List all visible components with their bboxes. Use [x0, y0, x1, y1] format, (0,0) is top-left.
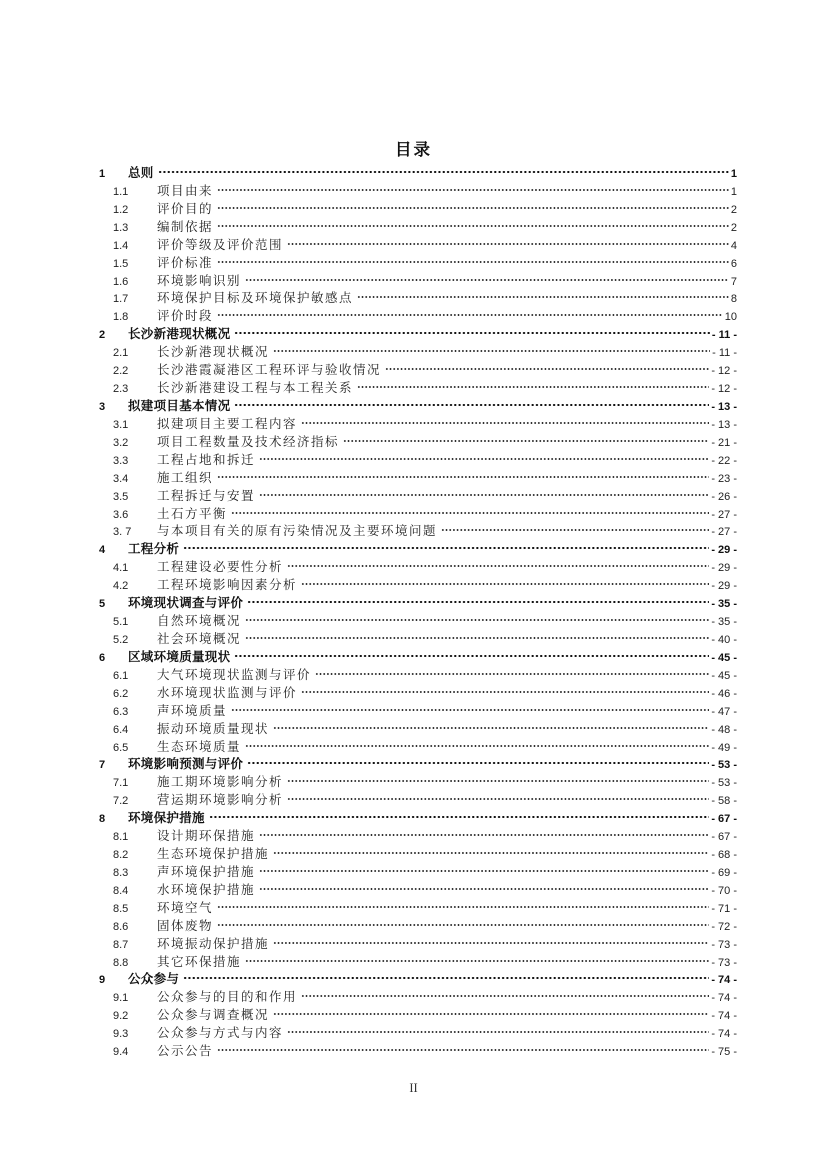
- toc-subentry[interactable]: [99, 683, 737, 701]
- toc-subentry[interactable]: [99, 521, 737, 539]
- toc-subentry[interactable]: [99, 271, 737, 289]
- toc-entry-page: - 68 -: [711, 849, 737, 862]
- toc-entry-title: 声环境质量: [157, 703, 228, 718]
- toc-entry-title: 工程建设必要性分析: [157, 560, 284, 575]
- dot-leader: [301, 579, 709, 589]
- toc-entry-number: 6.4: [113, 723, 129, 736]
- dot-leader: [287, 776, 709, 786]
- toc-entry-page: - 35 -: [711, 616, 737, 629]
- toc-entry-title: 长沙新港现状概况: [157, 345, 270, 360]
- dot-leader: [183, 973, 709, 983]
- toc-entry-number: 5.2: [113, 633, 129, 646]
- toc-subentry[interactable]: [99, 378, 737, 396]
- toc-entry-page: - 29 -: [711, 544, 737, 557]
- dot-leader: [441, 525, 709, 535]
- toc-entry-number: 8.1: [113, 831, 129, 844]
- toc-heading: 目录: [395, 141, 432, 159]
- toc-entry-page: - 72 -: [711, 920, 737, 933]
- toc-entry-page: - 74 -: [711, 1028, 737, 1041]
- toc-subentry[interactable]: [99, 486, 737, 504]
- dot-leader: [217, 920, 709, 930]
- toc-entry-page: - 53 -: [711, 759, 737, 772]
- dot-leader: [247, 758, 709, 768]
- dot-leader: [259, 490, 709, 500]
- toc-entry-number: 1.4: [113, 239, 129, 252]
- toc-subentry[interactable]: [99, 719, 737, 737]
- toc-entry-number: 3.3: [113, 454, 129, 467]
- toc-entry-title: 土石方平衡: [157, 506, 228, 521]
- toc-entry-number: 8: [99, 813, 106, 826]
- toc-subentry[interactable]: [99, 1041, 737, 1059]
- toc-entry-title: 总则: [128, 166, 154, 180]
- toc-entry-title: 工程拆迁与安置: [157, 488, 256, 503]
- toc-entry-number: 4.1: [113, 562, 129, 575]
- toc-entry-number: 6: [99, 651, 106, 664]
- toc-section-entry[interactable]: [99, 754, 737, 772]
- dot-leader: [217, 257, 729, 267]
- toc-entry-number: 7.1: [113, 777, 129, 790]
- dot-leader: [357, 292, 729, 302]
- toc-entry-title: 设计期环保措施: [157, 829, 256, 844]
- toc-entry-number: 4.2: [113, 580, 129, 593]
- toc-subentry[interactable]: [99, 916, 737, 934]
- toc-entry-number: 5.1: [113, 616, 129, 629]
- toc-entry-page: 1: [730, 168, 737, 180]
- toc-entry-title: 工程环境影响因素分析: [157, 578, 298, 593]
- toc-entry-page: 2: [730, 221, 737, 234]
- toc-entry-number: 8.8: [113, 956, 129, 969]
- toc-entry-title: 公示公告: [157, 1044, 214, 1059]
- toc-entry-number: 8.3: [113, 866, 129, 879]
- toc-subentry[interactable]: [99, 987, 737, 1005]
- toc-entry-title: 社会环境概况: [157, 631, 242, 646]
- toc-subentry[interactable]: [99, 414, 737, 432]
- toc-subentry[interactable]: [99, 504, 737, 522]
- toc-entry-number: 9.4: [113, 1046, 129, 1059]
- toc-entry-number: 8.4: [113, 884, 129, 897]
- toc-entry-page: - 46 -: [711, 687, 737, 700]
- toc-entry-title: 环境现状调查与评价: [128, 596, 244, 611]
- toc-entry-page: - 53 -: [711, 777, 737, 790]
- toc-entry-title: 其它环保措施: [157, 954, 242, 969]
- toc-entry-title: 长沙新港建设工程与本工程关系: [157, 381, 354, 396]
- toc-entry-page: - 48 -: [711, 723, 737, 736]
- toc-entry-page: 4: [730, 239, 737, 252]
- toc-subentry[interactable]: [99, 360, 737, 378]
- toc-subentry[interactable]: [99, 342, 737, 360]
- toc-entry-title: 环境振动保护措施: [157, 936, 270, 951]
- toc-entry-number: 6.1: [113, 669, 129, 682]
- toc-entry-page: 7: [730, 275, 737, 288]
- toc-entry-title: 评价标准: [157, 255, 214, 270]
- toc-entry-title: 生态环境质量: [157, 739, 242, 754]
- toc-entry-number: 9: [99, 974, 106, 987]
- toc-entry-title: 声环境保护措施: [157, 864, 256, 879]
- toc-entry-page: - 29 -: [711, 562, 737, 575]
- toc-entry-title: 长沙港霞凝港区工程环评与验收情况: [157, 363, 382, 378]
- toc-entry-page: - 69 -: [711, 866, 737, 879]
- toc-section-entry[interactable]: [99, 593, 737, 611]
- dot-leader: [273, 723, 709, 733]
- toc-entry-title: 公众参与调查概况: [157, 1008, 270, 1023]
- toc-subentry[interactable]: [99, 253, 737, 271]
- toc-entry-title: 评价目的: [157, 201, 214, 216]
- dot-leader: [245, 633, 709, 643]
- toc-entry-number: 3.2: [113, 436, 129, 449]
- toc-entry-title: 公众参与方式与内容: [157, 1026, 284, 1041]
- toc-entry-title: 生态环境保护措施: [157, 847, 270, 862]
- toc-entry-title: 与本项目有关的原有污染情况及主要环境问题: [157, 524, 438, 539]
- toc-entry-number: 8.5: [113, 902, 129, 915]
- toc-entry-page: - 47 -: [711, 705, 737, 718]
- toc-entry-title: 自然环境概况: [157, 614, 242, 629]
- toc-entry-page: - 67 -: [711, 831, 737, 844]
- toc-section-entry[interactable]: [99, 539, 737, 557]
- toc-entry-page: - 70 -: [711, 884, 737, 897]
- toc-entry-number: 1.7: [113, 293, 129, 306]
- toc-entry-number: 2.3: [113, 383, 129, 396]
- toc-entry-title: 工程分析: [128, 542, 180, 557]
- toc-subentry[interactable]: [99, 611, 737, 629]
- toc-entry-number: 3.1: [113, 418, 129, 431]
- toc-subentry[interactable]: [99, 1023, 737, 1041]
- toc-entry-page: 2: [730, 203, 737, 216]
- toc-entry-title: 环境空气: [157, 900, 214, 915]
- toc-subentry[interactable]: [99, 629, 737, 647]
- toc-subentry[interactable]: [99, 826, 737, 844]
- toc-subentry[interactable]: [99, 790, 737, 808]
- toc-subentry[interactable]: [99, 772, 737, 790]
- toc-entry-number: 3. 7: [113, 526, 132, 539]
- footer-page-number: II: [409, 1081, 418, 1095]
- dot-leader: [217, 902, 709, 912]
- toc-entry-page: - 12 -: [711, 383, 737, 396]
- toc-entry-title: 评价时段: [157, 309, 214, 324]
- toc-entry-title: 振动环境质量现状: [157, 721, 270, 736]
- dot-leader: [231, 508, 709, 518]
- toc-section-entry[interactable]: [99, 647, 737, 665]
- toc-entry-page: 10: [724, 311, 737, 324]
- dot-leader: [287, 1027, 709, 1037]
- toc-subentry[interactable]: [99, 701, 737, 719]
- toc-subentry[interactable]: [99, 934, 737, 952]
- toc-entry-number: 2: [99, 329, 106, 342]
- toc-entry-title: 长沙新港现状概况: [128, 327, 231, 342]
- toc-entry-page: 6: [730, 257, 737, 270]
- dot-leader: [259, 454, 709, 464]
- dot-leader: [217, 185, 729, 195]
- toc-entry-page: 8: [730, 293, 737, 306]
- dot-leader: [234, 400, 709, 410]
- toc-entry-title: 拟建项目主要工程内容: [157, 416, 298, 431]
- toc-entry-title: 环境保护目标及环境保护敏感点: [157, 291, 354, 306]
- dot-leader: [245, 741, 709, 751]
- toc-entry-page: - 58 -: [711, 795, 737, 808]
- dot-leader: [259, 884, 709, 894]
- toc-section-entry[interactable]: [99, 969, 737, 987]
- dot-leader: [273, 848, 709, 858]
- toc-entry-number: 2.2: [113, 365, 129, 378]
- dot-leader: [217, 310, 723, 320]
- toc-subentry[interactable]: [99, 468, 737, 486]
- toc-subentry[interactable]: [99, 665, 737, 683]
- dot-leader: [273, 1009, 709, 1019]
- dot-leader: [287, 561, 709, 571]
- toc-entry-page: - 67 -: [711, 813, 737, 826]
- dot-leader: [245, 615, 709, 625]
- dot-leader: [234, 328, 710, 338]
- toc-subentry[interactable]: [99, 575, 737, 593]
- toc-entry-page: - 35 -: [711, 598, 737, 611]
- toc-subentry[interactable]: [99, 288, 737, 306]
- dot-leader: [357, 382, 709, 392]
- toc-entry-title: 评价等级及评价范围: [157, 237, 284, 252]
- toc-entry-title: 项目工程数量及技术经济指标: [157, 434, 340, 449]
- toc-entry-number: 3.4: [113, 472, 129, 485]
- dot-leader: [273, 346, 710, 356]
- toc-entry-number: 3.5: [113, 490, 129, 503]
- toc-entry-page: - 73 -: [711, 938, 737, 951]
- dot-leader: [301, 418, 709, 428]
- dot-leader: [343, 436, 709, 446]
- toc-entry-page: - 13 -: [711, 400, 737, 413]
- toc-entry-page: - 74 -: [711, 1010, 737, 1023]
- dot-leader: [158, 167, 729, 177]
- toc-entry-page: 1: [730, 185, 737, 198]
- toc-entry-number: 7: [99, 759, 106, 772]
- dot-leader: [247, 597, 709, 607]
- dot-leader: [301, 991, 709, 1001]
- toc-entry-number: 3.6: [113, 508, 129, 521]
- toc-entry-title: 营运期环境影响分析: [157, 793, 284, 808]
- toc-entry-title: 施工组织: [157, 470, 214, 485]
- toc-entry-title: 公众参与: [128, 972, 180, 987]
- toc-subentry[interactable]: [99, 880, 737, 898]
- dot-leader: [217, 472, 709, 482]
- dot-leader: [217, 221, 729, 231]
- dot-leader: [209, 812, 710, 822]
- toc-list: [99, 163, 737, 1059]
- toc-entry-title: 区域环境质量现状: [128, 649, 231, 664]
- toc-entry-number: 4: [99, 544, 106, 557]
- toc-entry-title: 工程占地和拆迁: [157, 452, 256, 467]
- toc-entry-page: - 21 -: [711, 436, 737, 449]
- toc-entry-number: 2.1: [113, 347, 129, 360]
- toc-entry-number: 8.2: [113, 849, 129, 862]
- toc-entry-number: 5: [99, 598, 106, 611]
- toc-entry-title: 拟建项目基本情况: [128, 398, 231, 413]
- toc-entry-number: 6.3: [113, 705, 129, 718]
- toc-entry-page: - 27 -: [711, 526, 737, 539]
- toc-entry-page: - 74 -: [711, 974, 737, 987]
- toc-entry-title: 环境影响预测与评价: [128, 757, 244, 772]
- toc-section-entry[interactable]: [99, 808, 737, 826]
- toc-entry-title: 环境保护措施: [128, 811, 205, 826]
- toc-subentry[interactable]: [99, 217, 737, 235]
- toc-subentry[interactable]: [99, 181, 737, 199]
- dot-leader: [287, 794, 709, 804]
- toc-section-entry[interactable]: [99, 324, 737, 342]
- toc-subentry[interactable]: [99, 862, 737, 880]
- toc-subentry[interactable]: [99, 235, 737, 253]
- toc-entry-page: - 27 -: [711, 508, 737, 521]
- dot-leader: [315, 669, 709, 679]
- toc-entry-page: - 13 -: [711, 418, 737, 431]
- toc-entry-number: 1.3: [113, 221, 129, 234]
- toc-subentry[interactable]: [99, 844, 737, 862]
- toc-entry-page: - 40 -: [711, 633, 737, 646]
- toc-entry-title: 固体废物: [157, 918, 214, 933]
- toc-entry-page: - 45 -: [711, 669, 737, 682]
- toc-entry-page: - 29 -: [711, 580, 737, 593]
- toc-entry-number: 9.1: [113, 992, 129, 1005]
- toc-entry-number: 7.2: [113, 795, 129, 808]
- dot-leader: [234, 651, 709, 661]
- toc-subentry[interactable]: [99, 432, 737, 450]
- toc-subentry[interactable]: [99, 306, 737, 324]
- toc-section-entry[interactable]: [99, 396, 737, 414]
- toc-entry-number: 8.6: [113, 920, 129, 933]
- dot-leader: [245, 956, 709, 966]
- toc-entry-page: - 75 -: [711, 1046, 737, 1059]
- toc-subentry[interactable]: [99, 1005, 737, 1023]
- toc-subentry[interactable]: [99, 450, 737, 468]
- toc-entry-page: - 26 -: [711, 490, 737, 503]
- toc-entry-number: 9.2: [113, 1010, 129, 1023]
- dot-leader: [245, 275, 729, 285]
- toc-entry-title: 项目由来: [157, 183, 214, 198]
- toc-entry-page: - 11 -: [712, 347, 737, 360]
- toc-entry-number: 6.2: [113, 687, 129, 700]
- dot-leader: [287, 239, 729, 249]
- toc-entry-page: - 49 -: [711, 741, 737, 754]
- dot-leader: [217, 1045, 709, 1055]
- toc-entry-number: 3: [99, 400, 106, 413]
- toc-entry-title: 水环境保护措施: [157, 882, 256, 897]
- toc-entry-page: - 11 -: [711, 329, 737, 342]
- toc-subentry[interactable]: [99, 952, 737, 970]
- toc-subentry[interactable]: [99, 199, 737, 217]
- toc-entry-page: - 12 -: [711, 365, 737, 378]
- toc-subentry[interactable]: [99, 898, 737, 916]
- toc-entry-number: 1: [99, 168, 106, 180]
- dot-leader: [273, 938, 709, 948]
- toc-entry-title: 公众参与的目的和作用: [157, 990, 298, 1005]
- toc-entry-page: - 45 -: [711, 651, 737, 664]
- dot-leader: [259, 866, 709, 876]
- toc-entry-number: 6.5: [113, 741, 129, 754]
- toc-entry-page: - 23 -: [711, 472, 737, 485]
- toc-entry-page: - 74 -: [711, 992, 737, 1005]
- toc-entry-title: 水环境现状监测与评价: [157, 685, 298, 700]
- toc-entry-title: 环境影响识别: [157, 273, 242, 288]
- dot-leader: [259, 830, 709, 840]
- toc-entry-number: 1.5: [113, 257, 129, 270]
- toc-entry-number: 1.1: [113, 185, 129, 198]
- toc-entry-number: 9.3: [113, 1028, 129, 1041]
- toc-entry-number: 1.8: [113, 311, 129, 324]
- dot-leader: [183, 543, 709, 553]
- toc-entry-number: 8.7: [113, 938, 129, 951]
- toc-entry-number: 1.2: [113, 203, 129, 216]
- dot-leader: [385, 364, 709, 374]
- toc-subentry[interactable]: [99, 737, 737, 755]
- toc-subentry[interactable]: [99, 557, 737, 575]
- toc-entry-page: - 71 -: [711, 902, 737, 915]
- toc-section-entry[interactable]: [99, 163, 737, 181]
- toc-entry-title: 施工期环境影响分析: [157, 775, 284, 790]
- dot-leader: [217, 203, 729, 213]
- dot-leader: [231, 705, 709, 715]
- toc-entry-number: 1.6: [113, 275, 129, 288]
- toc-entry-title: 编制依据: [157, 219, 214, 234]
- toc-entry-page: - 73 -: [711, 956, 737, 969]
- dot-leader: [301, 687, 709, 697]
- toc-entry-title: 大气环境现状监测与评价: [157, 667, 312, 682]
- toc-entry-page: - 22 -: [711, 454, 737, 467]
